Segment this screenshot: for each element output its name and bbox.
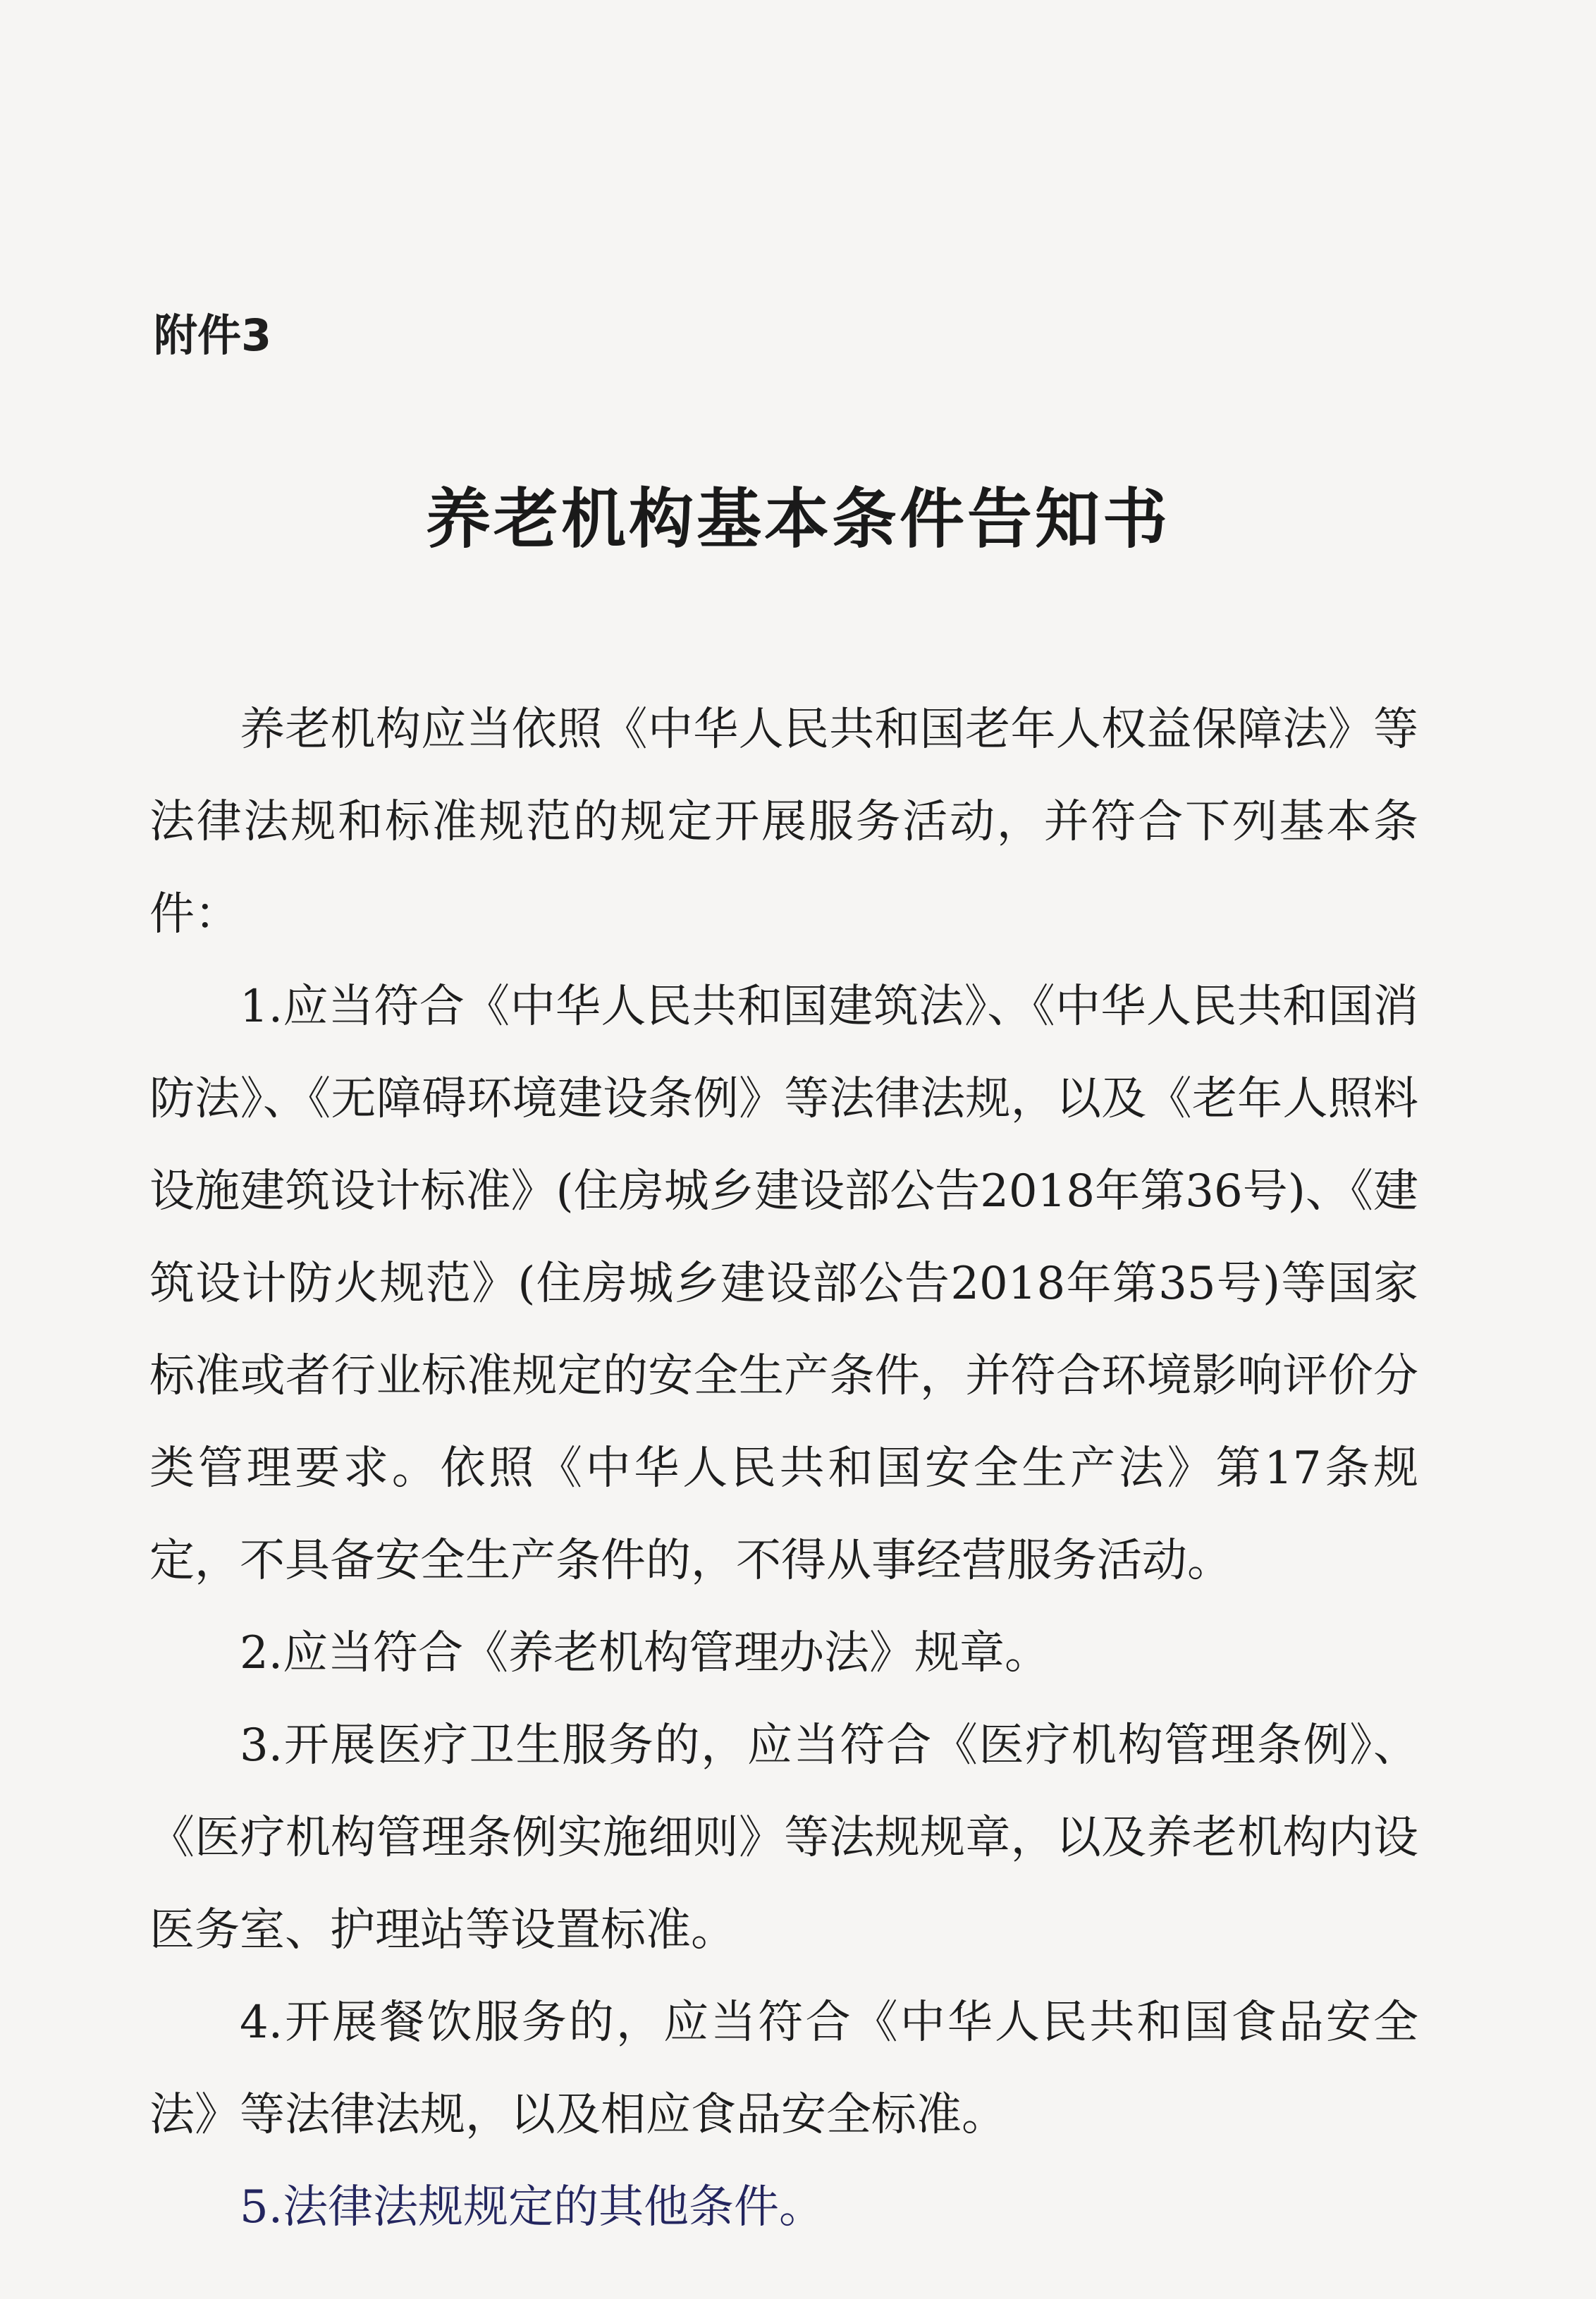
paragraph-intro: 养老机构应当依照《中华人民共和国老年人权益保障法》等法律法规和标准规范的规定开展服务活动，并符合下列基本条件：	[149, 704, 1418, 940]
paragraph-item-1: 1.应当符合《中华人民共和国建筑法》、《中华人民共和国消防法》、《无障碍环境建设条例》等法律法规，以及《老年人照料设施建筑设计标准》(住房城乡建设部公告2018年第36号)、《建筑设计防火规范》(住房城乡建设部公告2018年第35号)等国家标准或者行业标准规定的安全生产条件，并符合环境影响评价分类管理要求。依照《中华人民共和国安全生产法》第17条规定，不具备安全生产条件的，不得从事经营服务活动。	[149, 981, 1418, 1587]
paragraph-item-4: 4.开展餐饮服务的，应当符合《中华人民共和国食品安全法》等法律法规，以及相应食品安全标准。	[149, 1997, 1418, 2141]
paragraph-item-5: 5.法律法规规定的其他条件。	[240, 2181, 825, 2233]
document-title: 养老机构基本条件告知书	[425, 481, 1170, 557]
paragraph-item-3: 3.开展医疗卫生服务的，应当符合《医疗机构管理条例》、《医疗机构管理条例实施细则》等法规规章，以及养老机构内设医务室、护理站等设置标准。	[149, 1719, 1418, 1956]
paragraph-item-2: 2.应当符合《养老机构管理办法》规章。	[240, 1627, 1050, 1679]
document-body	[149, 684, 1418, 2254]
attachment-label: 附件3	[154, 309, 272, 361]
